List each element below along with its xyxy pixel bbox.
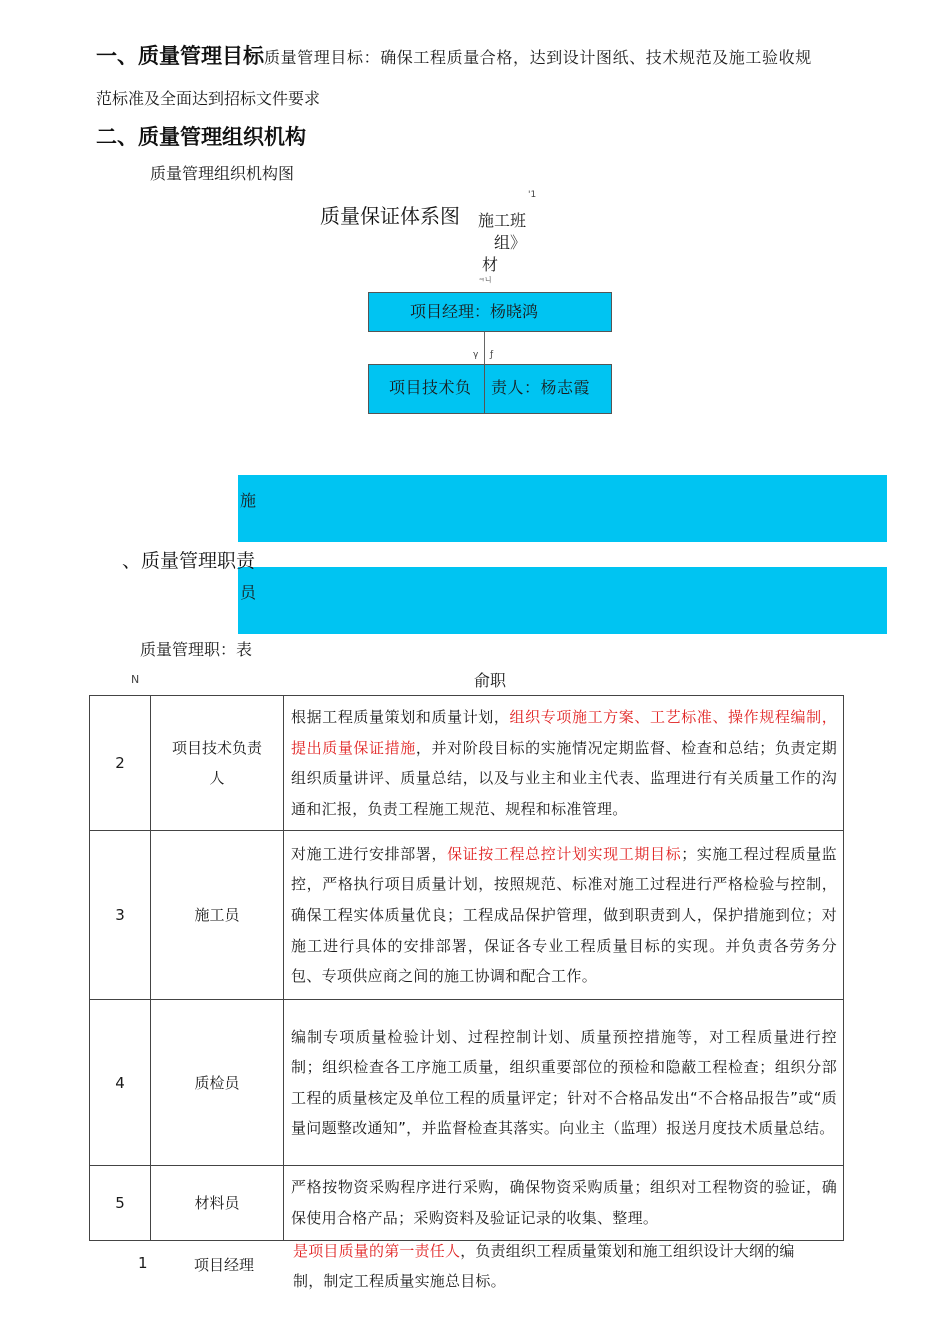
row-duty — [284, 696, 844, 831]
section-1-text: 质量管理目标：确保工程质量合格，达到设计图纸、技术规范及施工验收规 — [264, 48, 812, 67]
duty-table — [89, 695, 844, 1241]
row-role: 质检员 — [151, 1000, 284, 1166]
col-num-header: N — [131, 673, 140, 686]
row-role-line: 项目技术负责 — [171, 739, 262, 758]
row-duty — [284, 1166, 844, 1240]
construction-band-label: 施 — [240, 491, 257, 510]
org-chart-mark: '1 — [528, 190, 537, 200]
construction-band — [238, 475, 887, 542]
duty-text: ，负责组织工程质量策划和施工组织设计大纲的编 — [460, 1242, 795, 1260]
row-number: 3 — [90, 831, 151, 1000]
pm-box-label: 项目经理：杨晓鸿 — [410, 302, 539, 321]
row-number: 2 — [90, 696, 151, 831]
duty-text: 编制专项质量检验计划、过程控制计划、质量预控措施等，对工程质量进行控制；组织检查各工序施工质量，组织重要部位的预检和隐蔽工程检查；组织分部工程的质量核定及单位工程的质量评定；针对不合格品发出“不合格品报告”或“质量问题整改通知”，并监督检查其落实。向业主（监理）报送月度技术质量总结。 — [291, 1027, 837, 1138]
section-1-heading: 一、质量管理目标 — [96, 44, 264, 68]
arrow-mark-2: ƒ — [490, 350, 494, 360]
org-chart-fragment-team-2: 组》 — [494, 233, 527, 252]
row-role: 材料员 — [151, 1166, 284, 1240]
duty-text: ，并对阶段目标的实施情况定期监督、检查和总结；负责定期组织质量讲评、质量总结，以及与业主和业主代表、监理进行有关质量工作的沟通和汇报，负责工程施工规范、规程和标准管理。 — [291, 738, 837, 818]
row-duty — [284, 1000, 844, 1166]
table-row — [90, 1000, 844, 1166]
tech-lead-box-divider — [484, 365, 485, 413]
col-duty-header: 俞职 — [474, 671, 507, 690]
tech-lead-box-right: 责人：杨志霞 — [491, 378, 591, 397]
row-number: 4 — [90, 1000, 151, 1166]
section-3-heading: 、质量管理职责 — [122, 550, 256, 572]
pm-box — [368, 292, 612, 332]
row-number: 5 — [90, 1166, 151, 1240]
duty-highlight: 保证按工程总控计划实现工期目标 — [447, 844, 682, 863]
duty-text: 对施工进行安排部署， — [291, 844, 448, 863]
org-chart-fragment-team: 施工班 — [478, 211, 527, 230]
staff-band — [238, 567, 887, 634]
org-chart-mark-2: ㅋ니 — [478, 276, 492, 284]
arrow-mark: γ — [473, 350, 479, 360]
duty-text: 制，制定工程质量实施总目标。 — [293, 1272, 506, 1290]
org-chart-title: 质量保证体系图 — [320, 204, 460, 228]
staff-band-label: 员 — [240, 583, 257, 602]
section-1-heading-line — [96, 40, 812, 70]
tech-lead-box-left: 项目技术负 — [389, 378, 472, 397]
tech-lead-box — [368, 364, 612, 414]
table-row — [90, 831, 844, 1000]
org-chart-caption: 质量管理组织机构图 — [150, 164, 295, 183]
org-chart-fragment-material: 材 — [482, 255, 499, 274]
row-role-line-2: 人 — [209, 769, 225, 788]
table-row — [90, 1166, 844, 1240]
duty-text: 严格按物资采购程序进行采购，确保物资采购质量；组织对工程物资的验证，确保使用合格产品；采购资料及验证记录的收集、整理。 — [291, 1178, 837, 1227]
trailing-row-number: 1 — [138, 1254, 148, 1272]
duty-highlight: 组织专项施工方案、工艺标准、操作规程编制，提出质量保证措施 — [291, 708, 838, 757]
row-duty — [284, 831, 844, 1000]
trailing-row-role: 项目经理 — [194, 1256, 255, 1274]
row-role — [151, 696, 284, 831]
duty-text: ；实施工程过程质量监控，严格执行项目质量计划，按照规范、标准对施工过程进行严格检验与控制，确保工程实体质量优良；工程成品保护管理，做到职责到人，保护措施到位；对施工进行具体的安排部署，保证各专业工程质量目标的实现。并负责各劳务分包、专项供应商之间的施工协调和配合工作。 — [291, 844, 837, 986]
table-row — [90, 696, 844, 831]
section-2-heading: 二、质量管理组织机构 — [96, 125, 306, 149]
row-role: 施工员 — [151, 831, 284, 1000]
connector-line — [484, 332, 485, 366]
duty-table-caption: 质量管理职：表 — [140, 640, 253, 659]
section-1-text-cont: 范标准及全面达到招标文件要求 — [96, 89, 321, 108]
duty-highlight: 是项目质量的第一责任人 — [293, 1242, 461, 1260]
trailing-row-duty — [293, 1236, 858, 1296]
duty-text: 根据工程质量策划和质量计划， — [291, 708, 510, 726]
